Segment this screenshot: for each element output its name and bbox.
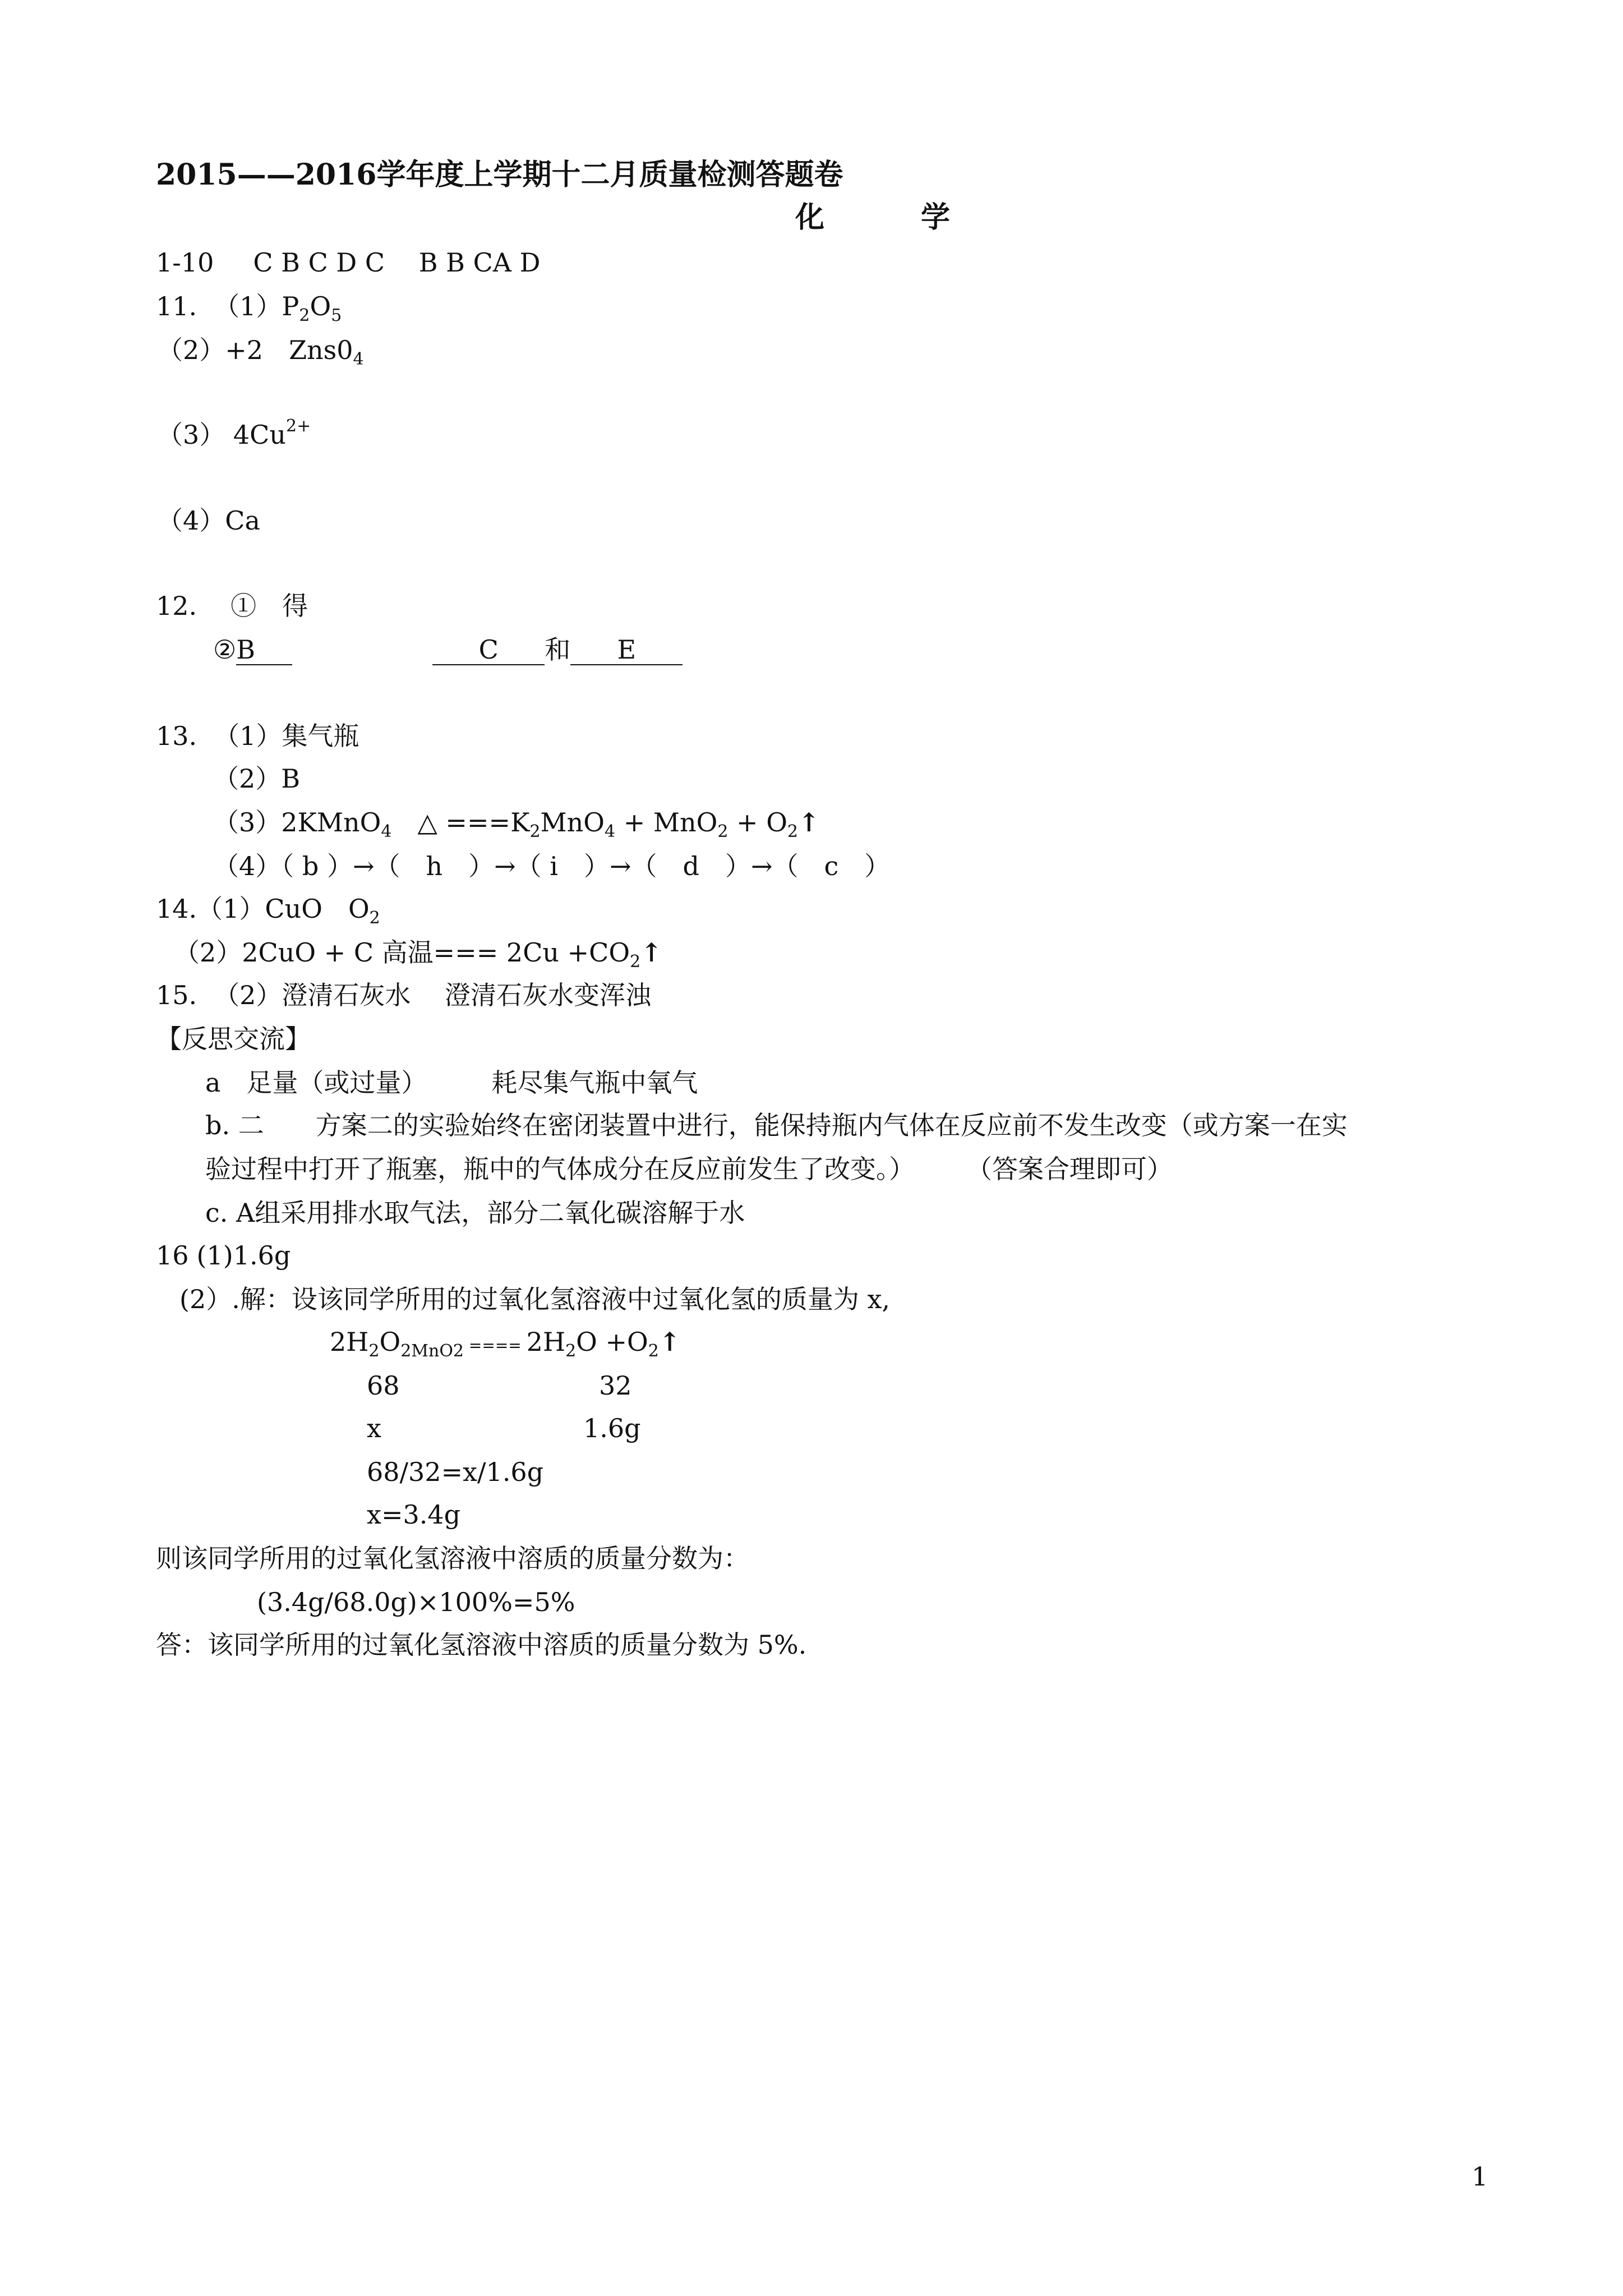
q13-label: 13.: [156, 721, 197, 751]
reflection-a: a 足量（或过量） 耗尽集气瓶中氧气: [205, 1068, 698, 1098]
q12-and: 和: [545, 634, 571, 665]
q11-p1-mid: O: [310, 291, 331, 321]
q15-line: [156, 978, 651, 1012]
q13-line4: （4）（ b ）→（ h ）→（ i ）→（ d ）→（ c ）: [213, 851, 891, 881]
q1-10-label: 1-10: [156, 247, 214, 278]
q12-blank-e: E: [570, 635, 683, 665]
q14-line1: [156, 892, 380, 926]
reflection-c: c. A组采用排水取气法，部分二氧化碳溶解于水: [205, 1198, 745, 1228]
q11-p1-sub1: 2: [299, 306, 310, 325]
q13-eq-mid3: + MnO: [615, 807, 718, 838]
q11-line4: （4）Ca: [157, 505, 260, 536]
q15-p2: （2）澄清石灰水 澄清石灰水变浑浊: [214, 980, 652, 1010]
q13-eq-mid4: + O: [728, 807, 787, 838]
q11-label: 11.: [156, 291, 197, 321]
q12-line1: [156, 589, 308, 623]
reflection-b-line2: 验过程中打开了瓶塞，瓶中的气体成分在反应前发生了改变。） （答案合理即可）: [205, 1154, 1173, 1184]
q13-eq-sub1: 4: [381, 822, 392, 841]
q16-fraction-label: 则该同学所用的过氧化氢溶液中溶质的质量分数为：: [156, 1543, 749, 1573]
gas-arrow-icon: ↑: [658, 1327, 681, 1357]
q11-p1-sub2: 5: [331, 306, 342, 325]
q11-p3: （3） 4Cu: [157, 420, 286, 450]
q16-p1: (1)1.6g: [196, 1240, 291, 1271]
reflection-heading: 【反思交流】: [156, 1024, 311, 1054]
q13-eq-mid1: △ ===K: [391, 807, 530, 838]
q16-eq-catalyst: 2MnO2: [400, 1341, 464, 1361]
reflection-b-line1: b. 二 方案二的实验始终在密闭装置中进行，能保持瓶内气体在反应前不发生改变（或方案一在实: [205, 1110, 1348, 1140]
q14-label: 14.: [156, 894, 197, 924]
q11-line2: [157, 333, 364, 367]
q12-line2: [213, 633, 683, 666]
q11-p3-sup: 2+: [285, 416, 311, 436]
q12-label: 12.: [156, 591, 197, 621]
q12-p2-mark: ②: [213, 634, 237, 665]
q14-line2: [174, 936, 662, 972]
q16-var-right: 1.6g: [583, 1413, 641, 1443]
q13-eq-mid2: MnO: [540, 807, 605, 838]
q12-blank-b: B: [236, 635, 292, 665]
q13-eq-sub2: 2: [529, 822, 541, 841]
q11-p1: （1）P: [214, 291, 299, 321]
page-title: 2015——2016学年度上学期十二月质量检测答题卷: [156, 158, 843, 192]
q16-mass-right: 32: [599, 1370, 632, 1401]
q13-eq-pre: （3）2KMnO: [213, 807, 381, 838]
q13-eq-sub3: 4: [604, 822, 616, 841]
q13-p1: （1）集气瓶: [214, 721, 359, 751]
q16-eq-sub1: 2: [368, 1341, 380, 1361]
q16-eq-sub4: 2: [648, 1341, 659, 1361]
q11-p2: （2）+2 Zns0: [157, 335, 353, 365]
q16-eq-sub3: 2: [565, 1341, 577, 1361]
q16-line1: [156, 1239, 291, 1272]
gas-arrow-icon: ↑: [640, 937, 662, 968]
q16-eq-pre: 2H: [330, 1327, 369, 1357]
q13-line3: [213, 806, 820, 839]
q1-10-answers: C B C D C B B CA D: [253, 247, 541, 278]
q16-result: x=3.4g: [367, 1499, 461, 1530]
q16-answer: 答：该同学所用的过氧化氢溶液中溶质的质量分数为 5%.: [156, 1630, 807, 1660]
q14-p1-sub: 2: [369, 908, 380, 928]
q16-fraction-calc: (3.4g/68.0g)×100%=5%: [257, 1587, 575, 1617]
q16-ratio: 68/32=x/1.6g: [367, 1457, 544, 1487]
subject-heading: 化 学: [795, 200, 984, 234]
q16-eq-mid3: O +O: [576, 1327, 648, 1357]
q16-mass-left: 68: [367, 1370, 400, 1401]
q1-10-line: [156, 246, 541, 279]
q13-eq-sub4: 2: [717, 822, 728, 841]
q14-p2-sub: 2: [630, 952, 641, 972]
q16-eq-mid1: O: [379, 1327, 401, 1357]
q13-eq-sub5: 2: [787, 822, 798, 841]
q14-p2: （2）2CuO + C 高温=== 2Cu +CO: [174, 937, 630, 968]
q16-line2: (2）.解：设该同学所用的过氧化氢溶液中过氧化氢的质量为 x,: [179, 1284, 891, 1314]
q11-p2-sub: 4: [353, 349, 364, 369]
q11-line3: [157, 418, 311, 452]
q16-eq-cond: ====: [464, 1336, 527, 1355]
page-number: 1: [1472, 2161, 1488, 2192]
q11-line1: [156, 289, 342, 323]
q13-line2: （2）B: [213, 763, 301, 794]
gas-arrow-icon: ↑: [798, 807, 820, 838]
q12-p1: ① 得: [230, 591, 308, 621]
q16-var-left: x: [367, 1413, 381, 1443]
q14-p1: （1）CuO O: [197, 894, 370, 924]
q16-eq-mid2: 2H: [526, 1327, 566, 1357]
q16-equation: [330, 1325, 680, 1363]
q13-line1: [156, 719, 359, 753]
q15-label: 15.: [156, 980, 197, 1010]
q16-label: 16: [156, 1240, 189, 1271]
q12-blank-c: C: [432, 635, 545, 665]
